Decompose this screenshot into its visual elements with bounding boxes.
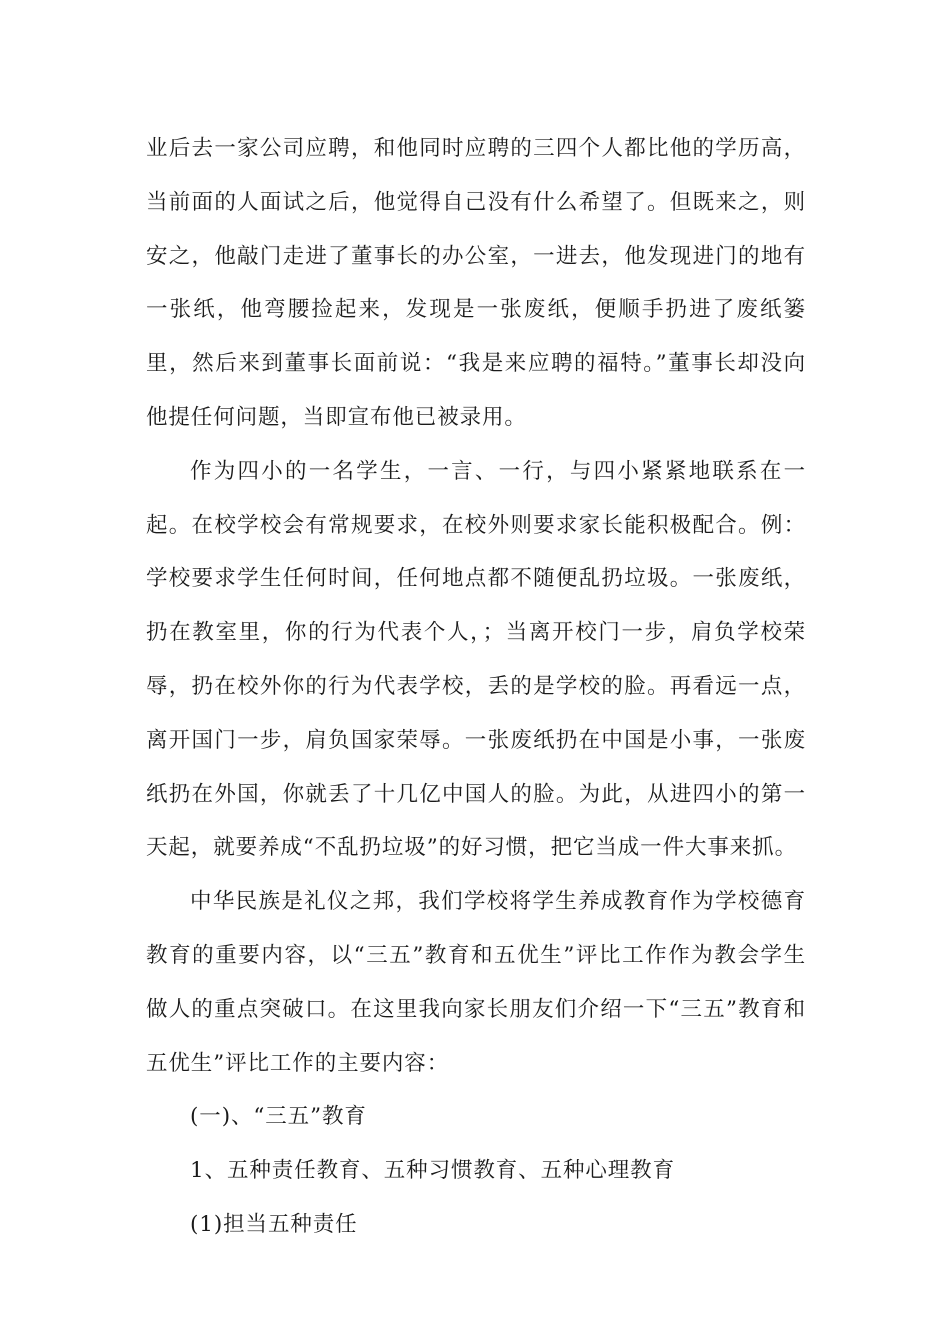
- paragraph-school-rules: 作为四小的一名学生，一言、一行，与四小紧紧地联系在一起。在校学校会有常规要求，在校外则要求家长能积极配合。例：学校要求学生任何时间，任何地点都不随便乱扔垃圾。一张废纸，扔在教室里，你的行为代表个人，；当离开校门一步，肩负学校荣辱，扔在校外你的行为代表学校，丢的是学校的脸。再看远一点，离开国门一步，肩负国家荣辱。一张废纸扔在中国是小事，一张废纸扔在外国，你就丢了十几亿中国人的脸。为此，从进四小的第一天起，就要养成“不乱扔垃圾”的好习惯，把它当成一件大事来抓。: [146, 458, 806, 861]
- section-heading: (一)、“三五”教育: [190, 1104, 367, 1130]
- sub-item-heading: (1)担当五种责任: [190, 1211, 358, 1237]
- paragraph-etiquette: 中华民族是礼仪之邦，我们学校将学生养成教育作为学校德育教育的重要内容，以“三五”教育和五优生”评比工作作为教会学生做人的重点突破口。在这里我向家长朋友们介绍一下“三五”教育和五优生”评比工作的主要内容：: [146, 889, 806, 1076]
- paragraph-continued: 业后去一家公司应聘，和他同时应聘的三四个人都比他的学历高，当前面的人面试之后，他觉得自己没有什么希望了。但既来之，则安之，他敲门走进了董事长的办公室，一进去，他发现进门的地有一张纸，他弯腰捡起来，发现是一张废纸，便顺手扔进了废纸篓里，然后来到董事长面前说：“我是来应聘的福特。”董事长却没向他提任何问题，当即宣布他已被录用。: [146, 136, 806, 430]
- document-page: [146, 122, 806, 1252]
- item-heading: 1、五种责任教育、五种习惯教育、五种心理教育: [190, 1158, 675, 1184]
